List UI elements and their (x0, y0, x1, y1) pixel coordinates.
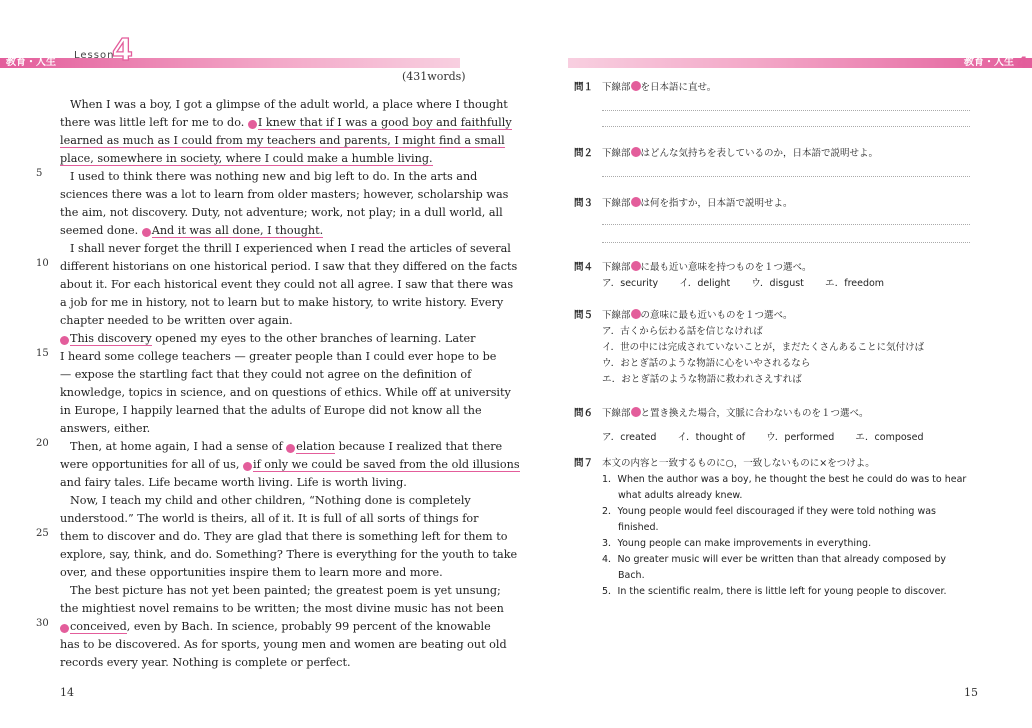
option[interactable]: イ．thought of (677, 432, 746, 443)
question-marker-icon (631, 147, 641, 157)
passage-line: answers, either. (60, 422, 151, 435)
answer-line (602, 126, 970, 127)
passage-line: The best picture has not yet been painted; the greatest poem is yet unsung; (70, 584, 501, 597)
passage-line: — expose the startling fact that they could not agree on the definition of (60, 368, 472, 381)
lesson-number-right: 4 (1016, 53, 1028, 72)
underline-marker-6 (60, 624, 69, 633)
option[interactable]: エ．freedom (824, 278, 885, 289)
underline-marker-3 (60, 336, 69, 345)
passage-line: I heard some college teachers — greater people than I could ever hope to be (60, 350, 497, 363)
underline-6: conceived (70, 620, 127, 633)
question-4: 問４ 下線部 に最も近い意味を持つものを１つ選べ。 ア．security イ．delight ウ．disgust エ．freedom (574, 260, 902, 292)
header-band-right (568, 58, 1032, 68)
question-marker-icon (631, 81, 641, 91)
passage-line: explore, say, think, and do. Something? There is everything for the youth to take (60, 548, 518, 561)
statement: 3．Young people can make improvements in everything. (602, 538, 872, 549)
question-2: 問２ 下線部 はどんな気持ちを表しているのか，日本語で説明せよ。 (574, 148, 879, 159)
passage-line: When I was a boy, I got a glimpse of the adult world, a place where I thought (70, 98, 508, 111)
passage-line: knowledge, topics in science, and on questions of ethics. While off at university (60, 386, 511, 399)
passage-line: there was little left for me to do. I knew that if I was a good boy and faithfully (60, 116, 512, 129)
passage-line: learned as much as I could from my teachers and parents, I might find a small (60, 134, 505, 147)
passage-line: the mightiest novel remains to be written; the most divine music has not been (60, 602, 504, 615)
option[interactable]: ア．created (602, 432, 657, 443)
option[interactable]: ア．security (602, 278, 659, 289)
passage-line: has to be discovered. As for sports, young men and women are beating out old (60, 638, 507, 651)
passage-line: This discovery opened my eyes to the other branches of learning. Later (60, 330, 458, 348)
option[interactable]: エ．composed (855, 432, 924, 443)
line-number: 10 (36, 258, 49, 269)
underline-marker-4 (286, 444, 295, 453)
passage-line: them to discover and do. They are glad that there is something left for them to (60, 530, 508, 543)
line-number: 25 (36, 528, 49, 539)
question-marker-icon (631, 309, 641, 319)
underline-3: This discovery (70, 332, 152, 345)
passage-line: Then, at home again, I had a sense of elation because I realized that there (70, 440, 503, 453)
line-number: 5 (36, 168, 43, 179)
statement-cont: Bach. (618, 570, 645, 581)
passage-line: Now, I teach my child and other children, “Nothing done is completely (70, 494, 471, 507)
passage-line: about it. For each historical event they could not all agree. I saw that there was (60, 278, 514, 291)
answer-line (602, 176, 970, 177)
option[interactable]: ウ．disgust (751, 278, 804, 289)
underline-marker-5 (243, 462, 252, 471)
passage-line: a job for me in history, not to learn but to make history, to write history. Every (60, 296, 504, 309)
option[interactable]: ウ．おとぎ話のような物語に心をいやされるなら (602, 358, 811, 369)
passage-line: sciences there was a lot to learn from older masters; however, scholarship was (60, 188, 509, 201)
answer-line (602, 224, 970, 225)
passage-line: the aim, not discovery. Duty, not adventure; work, not play; in a dull world, all (60, 206, 503, 219)
statement-cont: finished. (618, 522, 659, 533)
statement: 1．When the author was a boy, he thought the best he could do was to hear (602, 474, 967, 485)
statement: 4．No greater music will ever be written than that already composed by (602, 554, 947, 565)
passage-line: I shall never forget the thrill I experienced when I read the articles of several (70, 242, 511, 255)
passage-line: in Europe, I happily learned that the adults of Europe did not know all the (60, 404, 482, 417)
question-7: 問７ 本文の内容と一致するものに○，一致しないものに×をつけよ。 1．When the author was a boy, he thought the best he could do was to hear what adults already knew. 2．Young people would feel discouraged if they were told nothing was finished. 3．Young people can make improvements in everything. 4．No greater music will ever be written than that already composed by Bach. 5．In the scientific realm, there is little left for young people to discover. (574, 456, 966, 600)
passage-line: place, somewhere in society, where I could make a humble living. (60, 152, 433, 165)
underline-4: elation (296, 440, 336, 453)
passage (60, 96, 520, 672)
underline-marker-2 (142, 228, 151, 237)
line-number: 30 (36, 618, 49, 629)
passage-line: records every year. Nothing is complete or perfect. (60, 656, 351, 669)
page-number-left: 14 (60, 686, 74, 699)
lesson-label: Lesson (74, 50, 115, 61)
answer-line (602, 242, 970, 243)
passage-line: over, and these opportunities inspire them to learn more and more. (60, 566, 443, 579)
answer-line (602, 110, 970, 111)
statement: 5．In the scientific realm, there is little left for young people to discover. (602, 586, 947, 597)
passage-line: understood.” The world is theirs, all of it. It is full of all sorts of things for (60, 512, 479, 525)
passage-line: were opportunities for all of us, if only we could be saved from the old illusions (60, 458, 520, 471)
question-5: 問５ 下線部 の意味に最も近いものを１つ選べ。 ア．古くから伝わる話を信じなければ イ．世の中には完成されていないことが，まだたくさんあることに気付けば ウ．おとぎ話のような物語に心をいやされるなら エ．おとぎ話のような物語に救われさえすれば (574, 308, 924, 388)
question-3: 問３ 下線部 は何を指すか，日本語で説明せよ。 (574, 198, 793, 209)
option[interactable]: ア．古くから伝わる話を信じなければ (602, 326, 763, 337)
passage-line: I used to think there was nothing new and big left to do. In the arts and (70, 170, 478, 183)
page-number-right: 15 (964, 686, 978, 699)
underline-marker-1 (248, 120, 257, 129)
option[interactable]: イ．delight (679, 278, 731, 289)
line-number: 15 (36, 348, 49, 359)
passage-line: seemed done. And it was all done, I thought. (60, 224, 324, 237)
question-6: 問６ 下線部 と置き換えた場合，文脈に合わないものを１つ選べ。 ア．created イ．thought of ウ．performed エ．composed (574, 406, 942, 446)
statement: 2．Young people would feel discouraged if they were told nothing was (602, 506, 936, 517)
option[interactable]: ウ．performed (766, 432, 835, 443)
passage-line: conceived, even by Bach. In science, probably 99 percent of the knowable (60, 618, 458, 636)
passage-line: and fairy tales. Life became worth living. Life is worth living. (60, 476, 407, 489)
passage-line: chapter needed to be written over again. (60, 314, 293, 327)
category-tag-left: 教育・人生 (6, 57, 56, 68)
question-marker-icon (631, 197, 641, 207)
word-count: (431words) (402, 70, 466, 83)
line-number: 20 (36, 438, 49, 449)
category-tag-right: 教育・人生 (964, 57, 1014, 68)
question-marker-icon (631, 261, 641, 271)
underline-1: I knew that if I was a good boy and faithfully (257, 116, 512, 129)
header-band-left (0, 58, 460, 68)
lesson-number: 4 (112, 33, 133, 68)
statement-cont: what adults already knew. (618, 490, 743, 501)
underline-5: if only we could be saved from the old illusions (253, 458, 520, 471)
question-marker-icon (631, 407, 641, 417)
underline-2: And it was all done, I thought. (151, 224, 324, 237)
question-1: 問１ 下線部 を日本語に直せ。 (574, 82, 717, 93)
option[interactable]: イ．世の中には完成されていないことが，まだたくさんあることに気付けば (602, 342, 925, 353)
passage-line: different historians on one historical period. I saw that they differed on the facts (60, 260, 518, 273)
option[interactable]: エ．おとぎ話のような物語に救われさえすれば (602, 374, 802, 385)
